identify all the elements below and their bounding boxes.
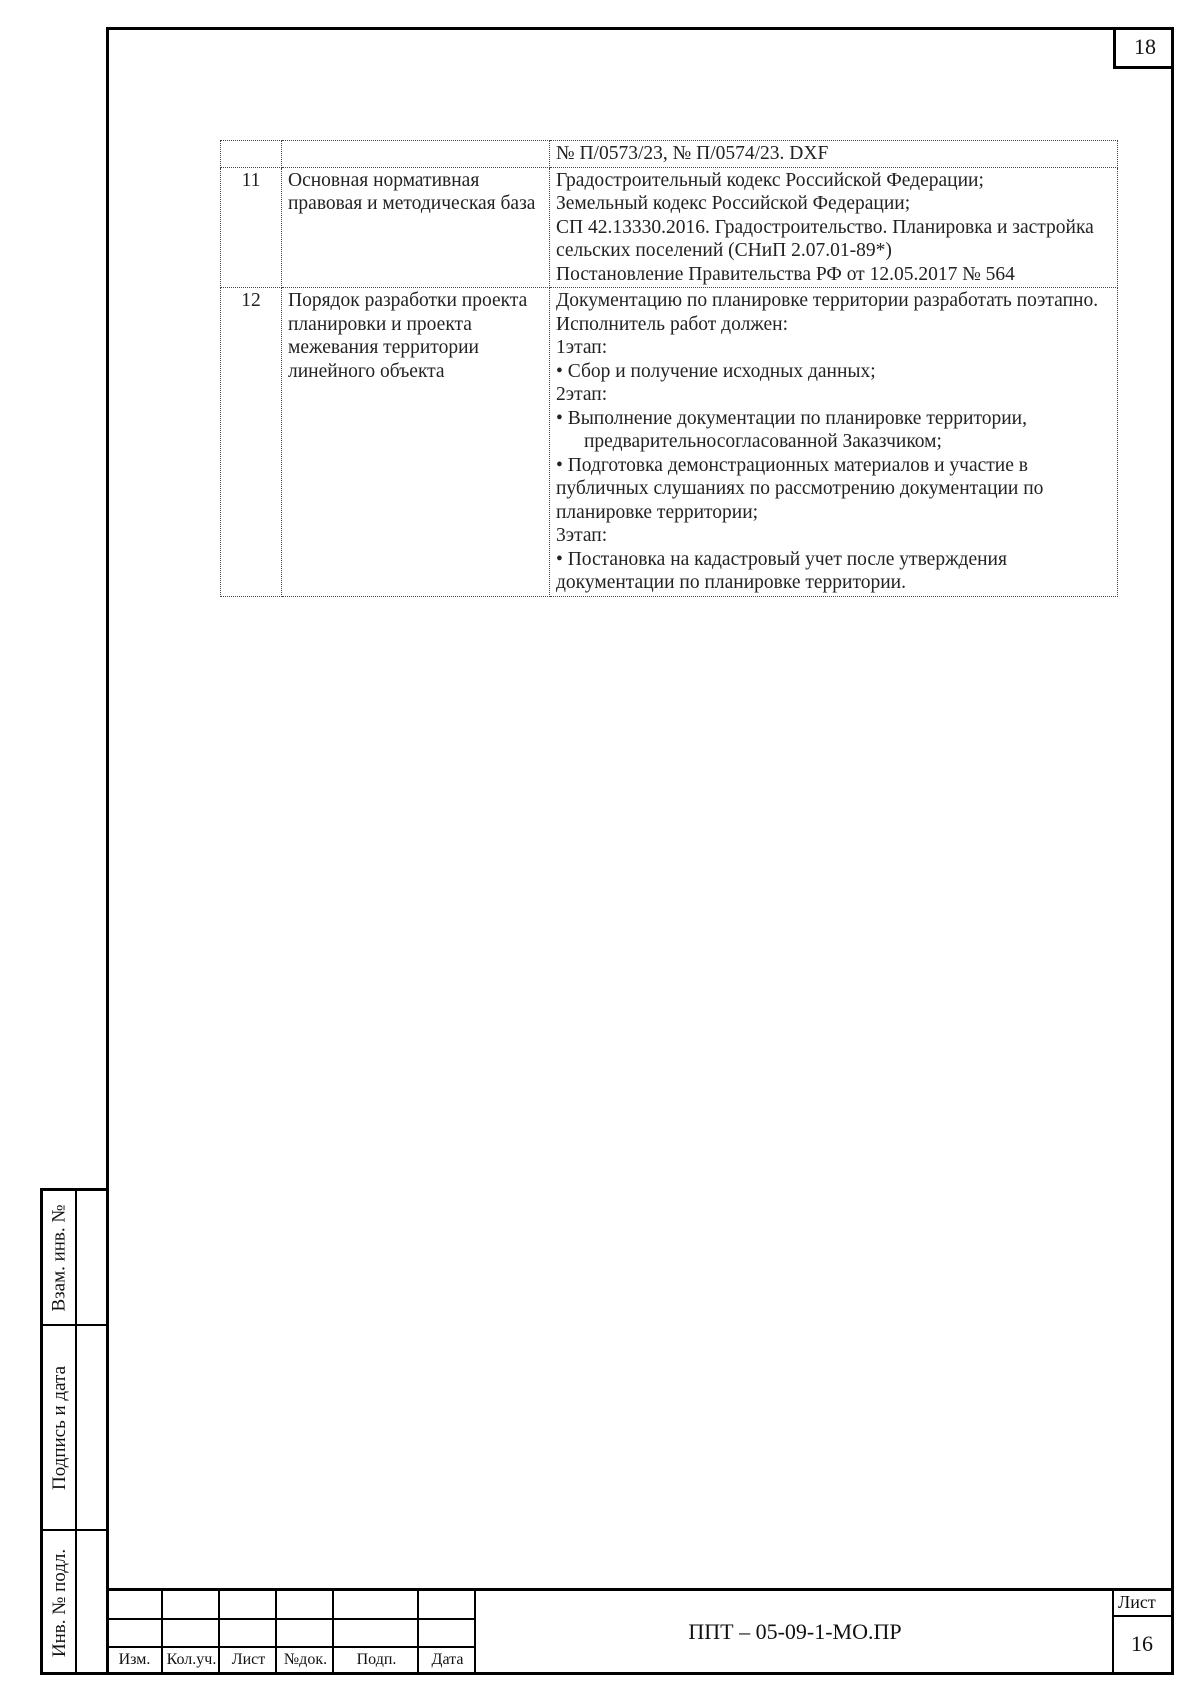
- table-row: [221, 288, 1118, 597]
- tb-label-list: Лист: [231, 1651, 266, 1668]
- row-value: [550, 288, 1118, 597]
- tb-hline: [106, 1618, 476, 1620]
- tb-label-podp: Подп.: [356, 1651, 397, 1668]
- value-line: • Выполнение документации по планировке территории, предварительносогласованной Заказчиком;: [556, 407, 1027, 452]
- side-row-inv: [43, 1531, 106, 1675]
- row-value: [550, 167, 1118, 288]
- side-label-inv: Инв. № подл.: [49, 1548, 71, 1658]
- side-stamp-strip: [40, 1188, 106, 1675]
- value-line: СП 42.13330.2016. Градостроительство. Планировка и застройка сельских поселений (СНиП 2.07.01-89*): [556, 216, 1094, 261]
- requirements-table: [220, 140, 1118, 597]
- value-line: Градостроительный кодекс Российской Федерации;: [556, 169, 984, 191]
- title-block: [106, 1588, 1174, 1675]
- row-number: 12: [221, 288, 282, 597]
- row-value: [550, 141, 1118, 168]
- row-number: 11: [221, 167, 282, 288]
- tb-hline: [106, 1646, 476, 1648]
- value-line: Исполнитель работ должен:: [556, 313, 789, 335]
- row-name: [282, 141, 550, 168]
- value-line: Постановление Правительства РФ от 12.05.2017 № 564: [556, 263, 1015, 285]
- side-label-vzam: Взам. инв. №: [49, 1203, 71, 1312]
- side-label-podpis: Подпись и дата: [49, 1365, 70, 1490]
- value-line: • Подготовка демонстрационных материалов и участие в публичных слушаниях по рассмотрению документации по планировке территории;: [556, 454, 1044, 523]
- row-name: Основная нормативная правовая и методическая база: [282, 167, 550, 288]
- page-number-top: 18: [1113, 27, 1174, 69]
- tb-label-ndok: №док.: [283, 1651, 328, 1668]
- value-line: № П/0573/23, № П/0574/23. DXF: [556, 143, 829, 164]
- sheet-label: Лист: [1118, 1592, 1156, 1612]
- row-number: [221, 141, 282, 168]
- value-line: 2этап:: [556, 384, 608, 405]
- sheet-number: 16: [1131, 1631, 1153, 1656]
- value-line: • Сбор и получение исходных данных;: [556, 360, 876, 382]
- table-row: [221, 141, 1118, 168]
- document-code: ППТ – 05-09-1-МО.ПР: [688, 1619, 902, 1644]
- tb-hline: [1113, 1615, 1171, 1617]
- side-row-podpis: [43, 1326, 106, 1531]
- value-line: • Постановка на кадастровый учет после утверждения документации по планировке территории.: [556, 548, 1007, 593]
- tb-label-data: Дата: [431, 1651, 464, 1668]
- tb-label-izm: Изм.: [118, 1651, 151, 1668]
- tb-label-koluch: Кол.уч.: [166, 1651, 217, 1668]
- row-name: Порядок разработки проекта планировки и проекта межевания территории линейного объекта: [282, 288, 550, 597]
- table-row: [221, 167, 1118, 288]
- value-line: Документацию по планировке территории разработать поэтапно.: [556, 290, 1099, 311]
- value-line: 1этап:: [556, 337, 608, 358]
- value-line: 3этап:: [556, 525, 608, 546]
- side-row-vzam: [43, 1191, 106, 1326]
- value-line: Земельный кодекс Российской Федерации;: [556, 193, 911, 214]
